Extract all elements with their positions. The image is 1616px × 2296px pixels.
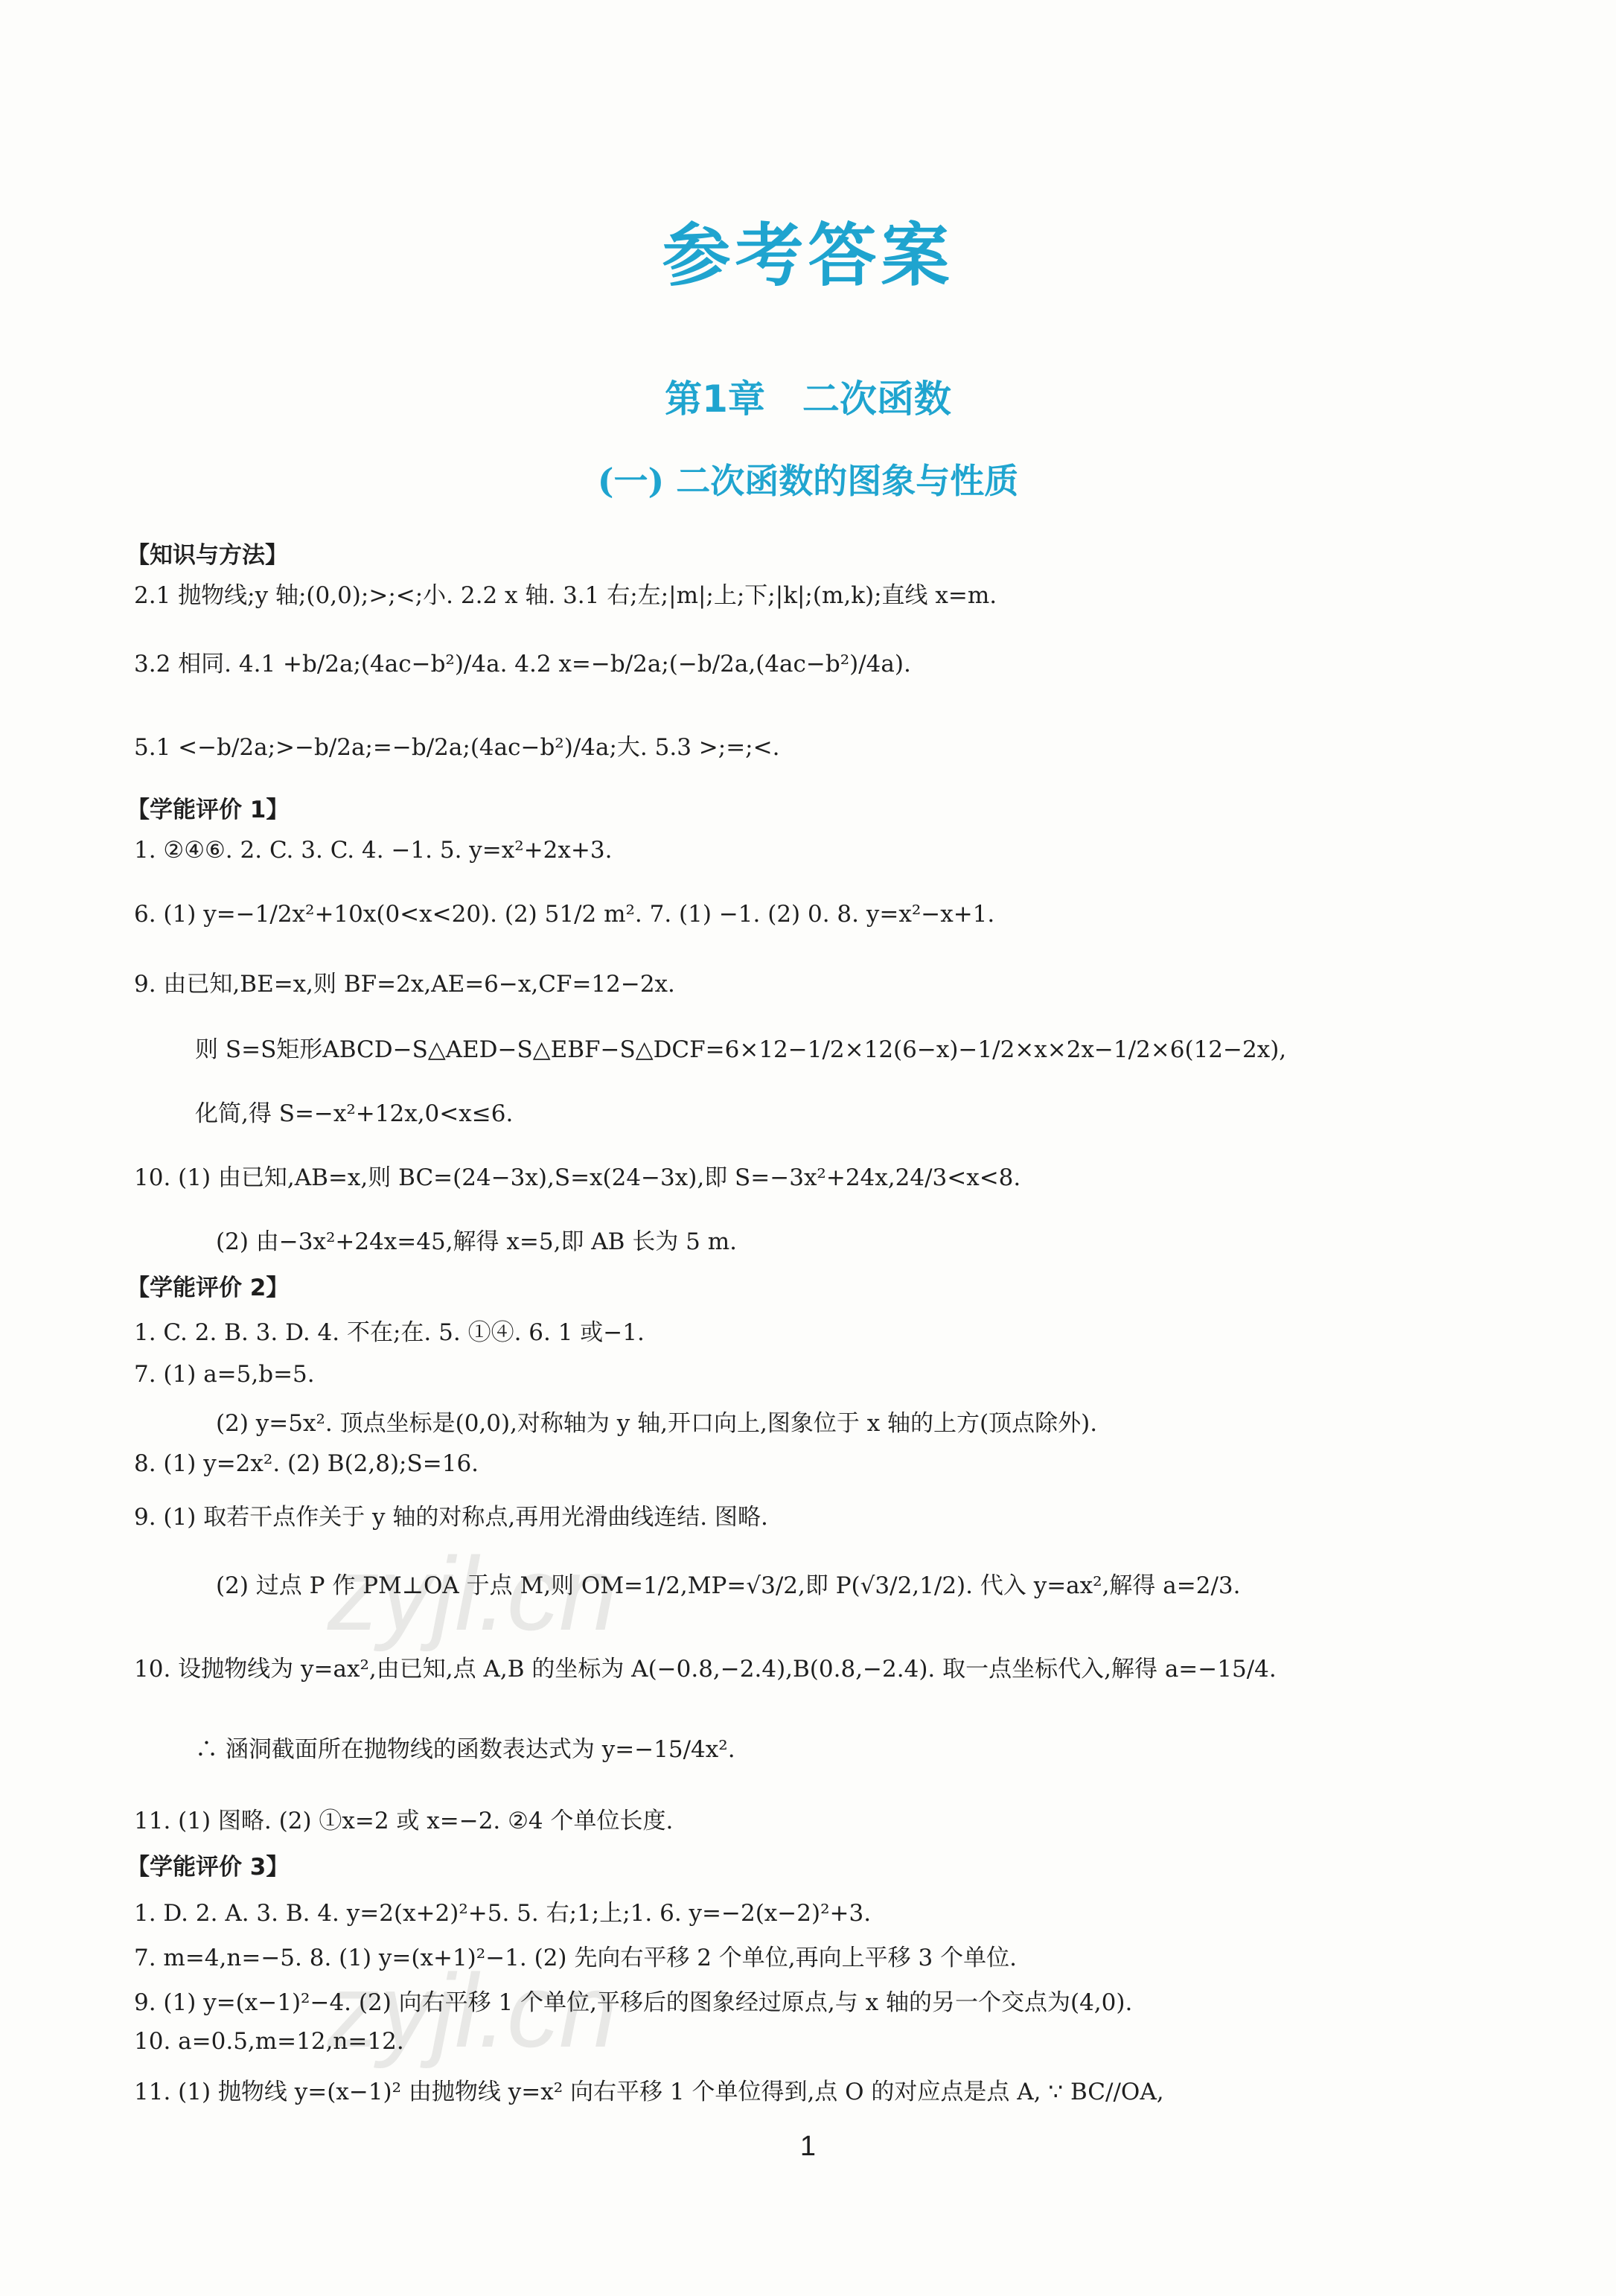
- answer-line: 9. (1) y=(x−1)²−4. (2) 向右平移 1 个单位,平移后的图象经过原点,与 x 轴的另一个交点为(4,0).: [134, 1989, 1133, 2016]
- answer-line: 6. (1) y=−1/2x²+10x(0<x<20). (2) 51/2 m². 7. (1) −1. (2) 0. 8. y=x²−x+1.: [134, 901, 995, 928]
- answer-line: 1. C. 2. B. 3. D. 4. 不在;在. 5. ①④. 6. 1 或−1.: [134, 1319, 645, 1346]
- watermark-logo: zyjl.cn: [328, 1535, 617, 1652]
- answer-line: 10. (1) 由已知,AB=x,则 BC=(24−3x),S=x(24−3x),即 S=−3x²+24x,24/3<x<8.: [134, 1164, 1021, 1191]
- page-title: 参考答案: [662, 216, 954, 296]
- answer-line: 1. D. 2. A. 3. B. 4. y=2(x+2)²+5. 5. 右;1;上;1. 6. y=−2(x−2)²+3.: [134, 1900, 872, 1927]
- answer-line: 10. a=0.5,m=12,n=12.: [134, 2028, 404, 2055]
- answer-line: 7. m=4,n=−5. 8. (1) y=(x+1)²−1. (2) 先向右平移 2 个单位,再向上平移 3 个单位.: [134, 1945, 1017, 1971]
- block-heading-eval-3: 【学能评价 3】: [127, 1854, 290, 1881]
- answer-line: ∴ 涵洞截面所在抛物线的函数表达式为 y=−15/4x².: [195, 1736, 735, 1763]
- answer-line: 5.1 <−b/2a;>−b/2a;=−b/2a;(4ac−b²)/4a;大. 5.3 >;=;<.: [134, 734, 780, 761]
- answer-line: 10. 设抛物线为 y=ax²,由已知,点 A,B 的坐标为 A(−0.8,−2.4),B(0.8,−2.4). 取一点坐标代入,解得 a=−15/4.: [134, 1656, 1277, 1683]
- answer-line: 2.1 抛物线;y 轴;(0,0);>;<;小. 2.2 x 轴. 3.1 右;左;|m|;上;下;|k|;(m,k);直线 x=m.: [134, 582, 997, 609]
- block-heading-eval-1: 【学能评价 1】: [127, 797, 290, 823]
- answer-line: 9. 由已知,BE=x,则 BF=2x,AE=6−x,CF=12−2x.: [134, 971, 675, 998]
- answer-line: 11. (1) 抛物线 y=(x−1)² 由抛物线 y=x² 向右平移 1 个单位得到,点 O 的对应点是点 A, ∵ BC//OA,: [134, 2079, 1164, 2105]
- answer-line: 1. ②④⑥. 2. C. 3. C. 4. −1. 5. y=x²+2x+3.: [134, 837, 613, 864]
- answer-line: (2) y=5x². 顶点坐标是(0,0),对称轴为 y 轴,开口向上,图象位于 x 轴的上方(顶点除外).: [216, 1410, 1098, 1437]
- section-title: (一) 二次函数的图象与性质: [597, 461, 1019, 501]
- answer-line: 7. (1) a=5,b=5.: [134, 1361, 315, 1388]
- answer-line: 化简,得 S=−x²+12x,0<x≤6.: [195, 1100, 514, 1127]
- block-heading-knowledge: 【知识与方法】: [127, 542, 288, 569]
- answer-line: 3.2 相同. 4.1 +b/2a;(4ac−b²)/4a. 4.2 x=−b/2a;(−b/2a,(4ac−b²)/4a).: [134, 651, 911, 677]
- answer-line: (2) 过点 P 作 PM⊥OA 于点 M,则 OM=1/2,MP=√3/2,即 P(√3/2,1/2). 代入 y=ax²,解得 a=2/3.: [216, 1572, 1241, 1599]
- answer-line: 11. (1) 图略. (2) ①x=2 或 x=−2. ②4 个单位长度.: [134, 1808, 674, 1834]
- answer-line: 则 S=S矩形ABCD−S△AED−S△EBF−S△DCF=6×12−1/2×12(6−x)−1/2×x×2x−1/2×6(12−2x),: [195, 1036, 1287, 1063]
- answer-line: (2) 由−3x²+24x=45,解得 x=5,即 AB 长为 5 m.: [216, 1228, 737, 1255]
- answer-line: 9. (1) 取若干点作关于 y 轴的对称点,再用光滑曲线连结. 图略.: [134, 1504, 768, 1531]
- page-number: 1: [799, 2131, 817, 2162]
- watermark-logo: zyjl.cn: [328, 1952, 617, 2069]
- block-heading-eval-2: 【学能评价 2】: [127, 1275, 290, 1301]
- chapter-title: 第1章 二次函数: [665, 377, 951, 421]
- answer-line: 8. (1) y=2x². (2) B(2,8);S=16.: [134, 1450, 479, 1477]
